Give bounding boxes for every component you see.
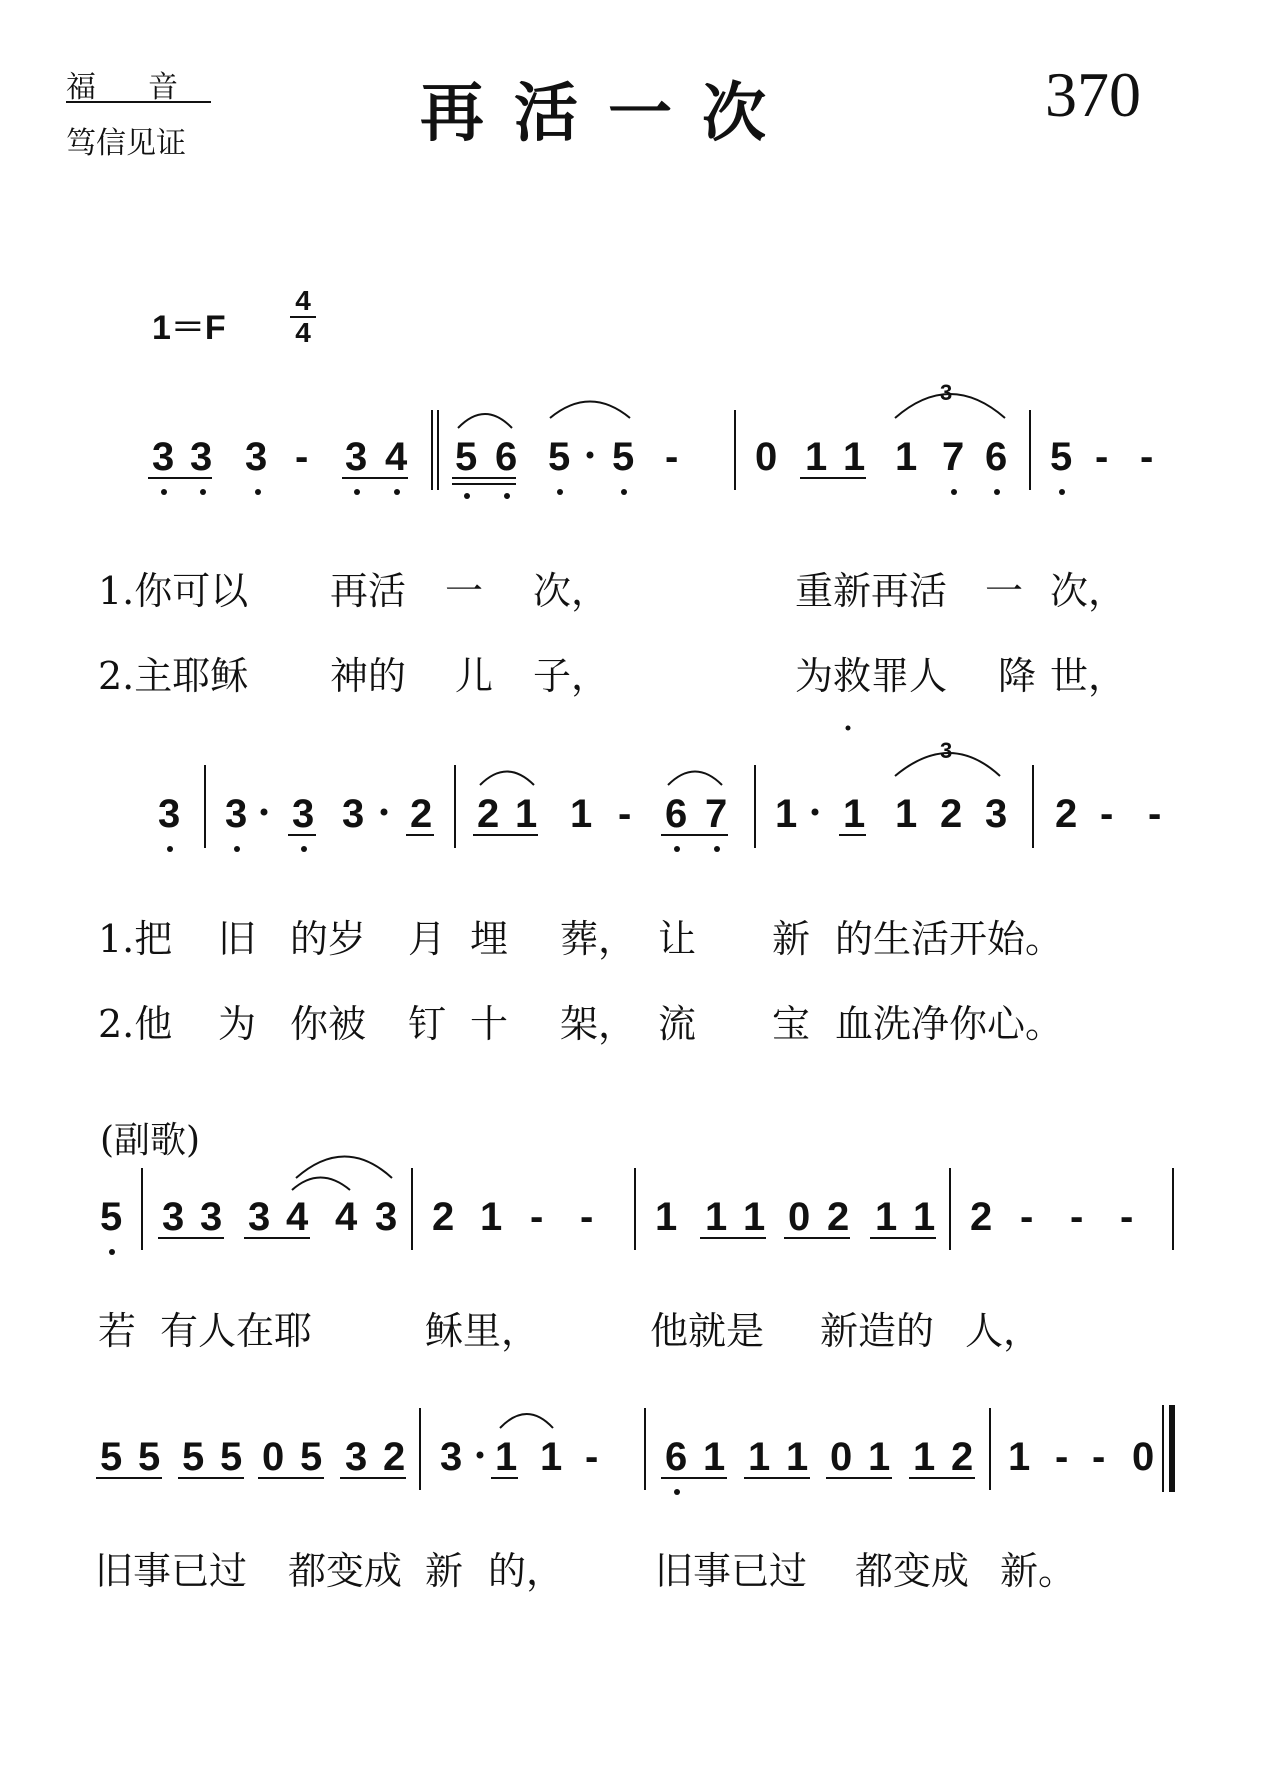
lyric-v2-s2-i: 血洗净你心。 — [835, 1002, 1064, 1046]
lyric-ch1-d: 他就是 — [650, 1309, 765, 1353]
svg-text:3: 3 — [200, 1195, 223, 1239]
lyric-v2-s2-a: 2.他 — [98, 1002, 173, 1046]
svg-text:1: 1 — [775, 792, 798, 836]
lyric-v2-s2-h: 宝 — [772, 1002, 811, 1046]
lyric-v1-s2-d: 月 — [408, 917, 447, 961]
svg-text:3: 3 — [225, 792, 248, 836]
svg-text:5: 5 — [220, 1435, 243, 1479]
lyric-v2-e: 为救罪人 — [795, 654, 948, 698]
svg-text:6: 6 — [665, 1435, 688, 1479]
svg-text:-: - — [1100, 792, 1114, 836]
svg-text:-: - — [1055, 1435, 1069, 1479]
lyric-v2-s2-g: 流 — [658, 1002, 697, 1046]
lyric-ch2-e: 旧事已过 — [655, 1549, 808, 1593]
svg-text:-: - — [585, 1435, 599, 1479]
svg-text:3: 3 — [245, 435, 268, 479]
svg-text:4: 4 — [385, 435, 408, 479]
svg-text:5: 5 — [182, 1435, 205, 1479]
lyric-ch2-b: 都变成 — [288, 1549, 403, 1593]
lyric-v1-s2-i: 的生活开始。 — [835, 917, 1064, 961]
svg-text:1: 1 — [570, 792, 593, 836]
system-3 — [100, 1157, 1173, 1256]
svg-text:1: 1 — [786, 1435, 809, 1479]
svg-text:7: 7 — [705, 792, 728, 836]
lyric-v2-b: 神的 — [330, 654, 407, 698]
chorus-label: (副歌) — [100, 1120, 201, 1161]
lyric-v1-s2-f: 葬， — [560, 917, 637, 961]
lyric-v1-a: 1.你可以 — [98, 569, 249, 613]
svg-text:1: 1 — [895, 792, 918, 836]
svg-text:2: 2 — [970, 1195, 993, 1239]
lyric-v1-d: 次， — [533, 569, 610, 613]
svg-text:1: 1 — [748, 1435, 771, 1479]
svg-text:1: 1 — [805, 435, 828, 479]
lyric-v2-a: 2.主耶稣 — [98, 654, 249, 698]
lyric-v1-s2-b: 旧 — [218, 917, 257, 961]
system-4 — [96, 1405, 1172, 1495]
svg-text:3: 3 — [940, 738, 953, 763]
lyric-v1-g: 次， — [1050, 569, 1127, 613]
lyric-ch2-g: 新。 — [1000, 1549, 1077, 1593]
svg-text:-: - — [618, 792, 632, 836]
svg-text:4: 4 — [335, 1195, 358, 1239]
svg-text:6: 6 — [665, 792, 688, 836]
lyric-ch2-d: 的， — [488, 1549, 565, 1593]
lyric-v1-s2-a: 1.把 — [98, 917, 173, 961]
system-1 — [148, 380, 1153, 499]
svg-text:-: - — [530, 1195, 544, 1239]
svg-text:2: 2 — [410, 792, 433, 836]
svg-text:1: 1 — [705, 1195, 728, 1239]
lyric-v2-s2-c: 你被 — [290, 1002, 367, 1046]
svg-text:-: - — [580, 1195, 594, 1239]
lyric-v1-s2-g: 让 — [658, 917, 697, 961]
lyric-ch1-a: 若 — [98, 1309, 137, 1353]
svg-text:7: 7 — [942, 435, 965, 479]
lyric-ch2-a: 旧事已过 — [95, 1549, 248, 1593]
svg-text:0: 0 — [830, 1435, 853, 1479]
lyric-v2-d: 子， — [533, 654, 610, 698]
lyric-v1-s2-h: 新 — [772, 917, 811, 961]
svg-text:3: 3 — [345, 435, 368, 479]
svg-text:1: 1 — [868, 1435, 891, 1479]
lyric-v2-s2-f: 架， — [560, 1002, 637, 1046]
time-signature-top: 4 — [295, 285, 311, 316]
lyric-ch1-b: 有人在耶 — [160, 1309, 313, 1353]
svg-text:1: 1 — [875, 1195, 898, 1239]
hymn-number: 370 — [1045, 59, 1141, 130]
svg-text:5: 5 — [300, 1435, 323, 1479]
svg-text:6: 6 — [985, 435, 1008, 479]
svg-text:-: - — [1148, 792, 1162, 836]
svg-text:0: 0 — [1132, 1435, 1155, 1479]
svg-text:3: 3 — [342, 792, 365, 836]
svg-text:-: - — [295, 435, 309, 479]
svg-text:5: 5 — [612, 435, 635, 479]
svg-text:5: 5 — [548, 435, 571, 479]
lyric-v1-c: 一 — [445, 569, 484, 613]
svg-text:-: - — [665, 435, 679, 479]
lyric-ch1-e: 新造的 — [820, 1309, 935, 1353]
svg-text:2: 2 — [940, 792, 963, 836]
lyric-v1-f: 一 — [985, 569, 1024, 613]
svg-text:3: 3 — [162, 1195, 185, 1239]
svg-text:3: 3 — [190, 435, 213, 479]
lyric-ch2-f: 都变成 — [855, 1549, 970, 1593]
lyric-v2-s2-b: 为 — [218, 1002, 257, 1046]
lyric-v2-c: 儿 — [455, 654, 494, 698]
lyric-ch2-c: 新 — [425, 1549, 464, 1593]
svg-text:3: 3 — [345, 1435, 368, 1479]
system-2 — [158, 726, 1161, 853]
key-signature: 1＝F — [152, 309, 226, 347]
lyric-v2-f: 降 — [998, 654, 1037, 698]
svg-text:5: 5 — [138, 1435, 161, 1479]
svg-text:5: 5 — [100, 1435, 123, 1479]
svg-text:3: 3 — [158, 792, 181, 836]
svg-text:5: 5 — [455, 435, 478, 479]
lyric-v1-e: 重新再活 — [795, 569, 948, 613]
svg-text:1: 1 — [913, 1195, 936, 1239]
lyric-ch1-f: 人， — [965, 1309, 1042, 1353]
svg-text:2: 2 — [383, 1435, 406, 1479]
svg-text:3: 3 — [375, 1195, 398, 1239]
lyric-v2-s2-e: 十 — [470, 1002, 509, 1046]
lyric-v1-s2-e: 埋 — [470, 917, 509, 961]
svg-text:-: - — [1020, 1195, 1034, 1239]
svg-text:1: 1 — [1008, 1435, 1031, 1479]
svg-text:2: 2 — [432, 1195, 455, 1239]
svg-text:3: 3 — [940, 380, 953, 405]
svg-text:3: 3 — [292, 792, 315, 836]
svg-text:3: 3 — [152, 435, 175, 479]
svg-text:4: 4 — [286, 1195, 309, 1239]
svg-text:1: 1 — [843, 792, 866, 836]
category-bottom: 笃信见证 — [66, 126, 186, 161]
lyric-v1-s2-c: 的岁 — [290, 917, 367, 961]
svg-text:2: 2 — [951, 1435, 974, 1479]
lyric-v2-g: 世， — [1050, 654, 1127, 698]
svg-text:1: 1 — [743, 1195, 766, 1239]
svg-text:2: 2 — [477, 792, 500, 836]
svg-text:1: 1 — [540, 1435, 563, 1479]
svg-text:-: - — [1092, 1435, 1106, 1479]
svg-text:6: 6 — [495, 435, 518, 479]
svg-text:3: 3 — [985, 792, 1008, 836]
svg-text:0: 0 — [755, 435, 778, 479]
lyric-v1-b: 再活 — [330, 569, 407, 613]
svg-text:1: 1 — [913, 1435, 936, 1479]
svg-text:1: 1 — [515, 792, 538, 836]
svg-text:5: 5 — [100, 1195, 123, 1239]
svg-text:3: 3 — [440, 1435, 463, 1479]
svg-text:0: 0 — [262, 1435, 285, 1479]
svg-text:3: 3 — [248, 1195, 271, 1239]
lyric-ch1-c: 稣里， — [425, 1309, 540, 1353]
time-signature-bottom: 4 — [295, 317, 311, 348]
svg-text:-: - — [1095, 435, 1109, 479]
svg-text:5: 5 — [1050, 435, 1073, 479]
svg-text:1: 1 — [843, 435, 866, 479]
svg-text:-: - — [1070, 1195, 1084, 1239]
svg-text:-: - — [1140, 435, 1154, 479]
svg-text:2: 2 — [1055, 792, 1078, 836]
category-top: 福音 — [66, 70, 230, 105]
svg-text:1: 1 — [655, 1195, 678, 1239]
svg-text:2: 2 — [827, 1195, 850, 1239]
svg-text:1: 1 — [495, 1435, 518, 1479]
hymn-title: 再活一次 — [420, 77, 796, 151]
svg-text:1: 1 — [703, 1435, 726, 1479]
svg-text:1: 1 — [895, 435, 918, 479]
svg-text:1: 1 — [480, 1195, 503, 1239]
svg-text:-: - — [1120, 1195, 1134, 1239]
lyric-v2-s2-d: 钉 — [408, 1002, 447, 1046]
svg-text:0: 0 — [788, 1195, 811, 1239]
